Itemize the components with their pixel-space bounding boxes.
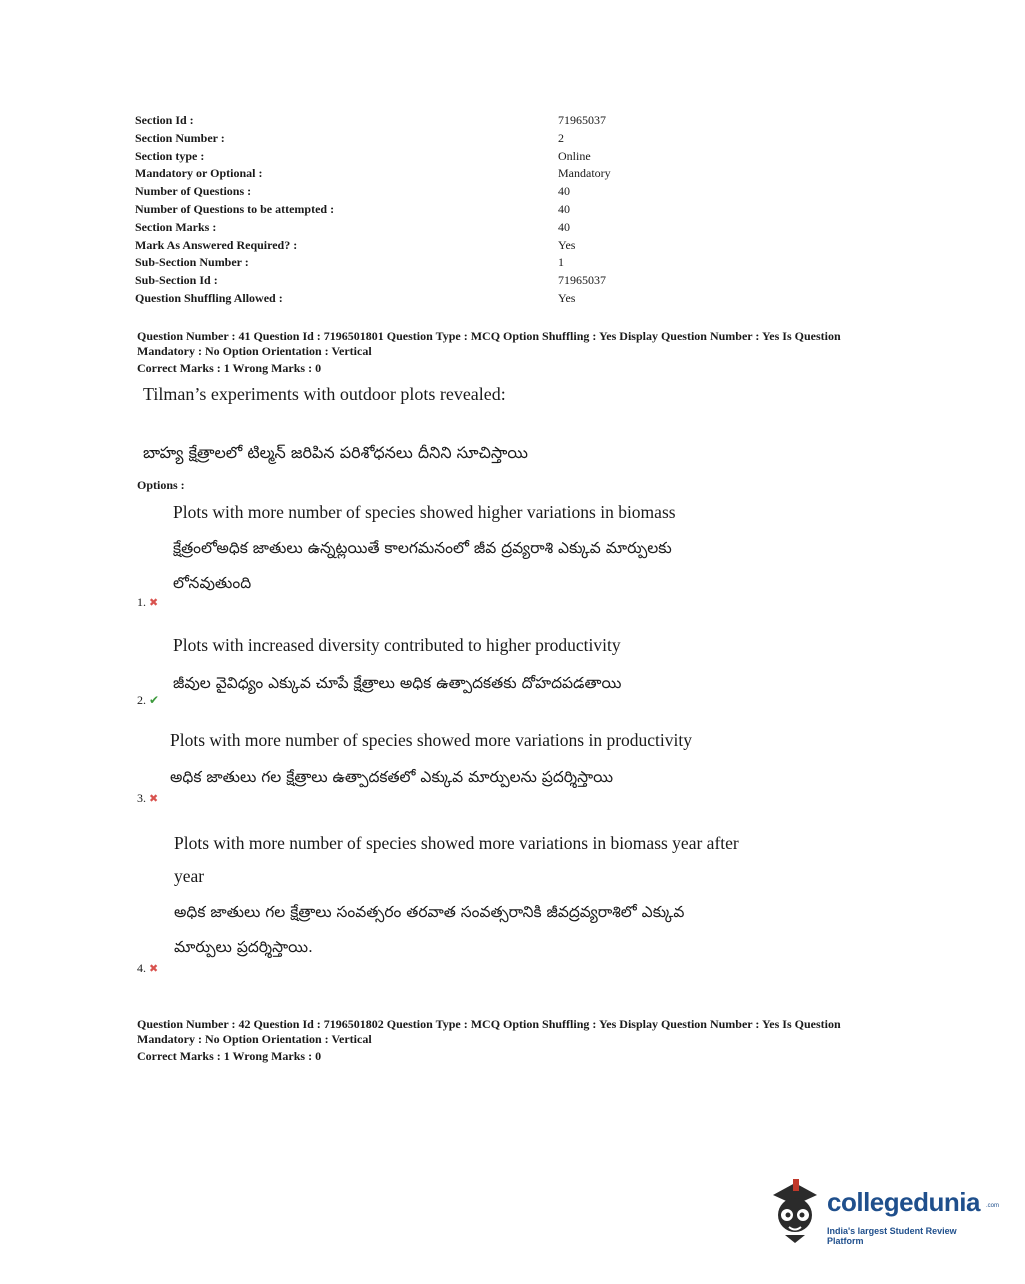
wrong-mark-icon: ✖ bbox=[149, 962, 159, 975]
collegedunia-logo bbox=[765, 1177, 1000, 1247]
meta-label: Mandatory or Optional : bbox=[135, 166, 263, 181]
question-marks: Correct Marks : 1 Wrong Marks : 0 bbox=[137, 361, 322, 375]
option-3-number bbox=[137, 791, 158, 806]
meta-row bbox=[135, 290, 735, 308]
wrong-mark-icon: ✖ bbox=[149, 792, 159, 805]
meta-label: Section Number : bbox=[135, 130, 225, 145]
option-3-text-english: Plots with more number of species showed more variations in productivity bbox=[170, 730, 692, 750]
option-1-text-telugu: క్షేత్రంలోఅధిక జాతులు ఉన్నట్లయితే కాలగమనంలో జీవ ద్రవ్యరాశి ఎక్కువ మార్పులకు bbox=[173, 539, 672, 557]
option-4-text-english-cont: year bbox=[174, 866, 205, 886]
option-4-text-english: Plots with more number of species showed more variations in biomass year after bbox=[174, 833, 739, 853]
meta-row bbox=[135, 148, 735, 166]
question-41-header bbox=[137, 329, 917, 376]
meta-value: 40 bbox=[558, 201, 570, 216]
meta-value: 40 bbox=[558, 184, 570, 199]
option-2-text-english: Plots with increased diversity contributed to higher productivity bbox=[173, 635, 621, 655]
logo-domain: .com bbox=[986, 1203, 1000, 1209]
option-2-number bbox=[137, 693, 159, 708]
meta-label: Mark As Answered Required? : bbox=[135, 237, 298, 252]
option-4-number bbox=[137, 961, 158, 976]
option-3-text-telugu: అధిక జాతులు గల క్షేత్రాలు ఉత్పాదకతలో ఎక్కువ మార్పులను ప్రదర్శిస్తాయి bbox=[170, 768, 614, 786]
check-mark-icon: ✔ bbox=[149, 693, 160, 707]
meta-row bbox=[135, 201, 735, 219]
option-4-text-telugu: అధిక జాతులు గల క్షేత్రాలు సంవత్సరం తరవాత సంవత్సరానికి జీవద్రవ్యరాశిలో ఎక్కువ bbox=[174, 903, 685, 921]
question-header-line: Question Number : 42 Question Id : 7196501802 Question Type : MCQ Option Shuffling : Yes Display Question Number : Yes Is Question bbox=[137, 1017, 841, 1031]
option-1-text-telugu-cont: లోనవుతుంది bbox=[173, 574, 252, 592]
mascot-icon bbox=[765, 1177, 825, 1247]
meta-label: Section Id : bbox=[135, 113, 194, 127]
option-2-text-telugu: జీవుల వైవిధ్యం ఎక్కువ చూపే క్షేత్రాలు అధిక ఉత్పాదకతకు దోహదపడతాయి bbox=[173, 674, 622, 692]
meta-value: 2 bbox=[558, 130, 564, 145]
meta-value: Mandatory bbox=[558, 166, 611, 181]
meta-value: 40 bbox=[558, 219, 570, 234]
meta-label: Sub-Section Number : bbox=[135, 255, 249, 270]
option-number-label: 1. bbox=[137, 595, 146, 609]
option-1-text-english: Plots with more number of species showed higher variations in biomass bbox=[173, 502, 676, 522]
meta-row bbox=[135, 165, 735, 183]
section-info-table bbox=[135, 112, 735, 308]
meta-value: 71965037 bbox=[558, 273, 606, 288]
logo-wordmark: collegedunia bbox=[827, 1187, 980, 1217]
meta-value: 1 bbox=[558, 255, 564, 270]
question-header-line: Question Number : 41 Question Id : 7196501801 Question Type : MCQ Option Shuffling : Yes Display Question Number : Yes Is Question bbox=[137, 329, 841, 343]
option-number-label: 2. bbox=[137, 693, 146, 707]
option-number-label: 4. bbox=[137, 961, 146, 975]
option-1-number bbox=[137, 595, 158, 610]
question-text-english: Tilman’s experiments with outdoor plots revealed: bbox=[143, 384, 506, 404]
question-marks: Correct Marks : 1 Wrong Marks : 0 bbox=[137, 1049, 322, 1063]
meta-row bbox=[135, 237, 735, 255]
question-header-line: Mandatory : No Option Orientation : Vertical bbox=[137, 344, 372, 358]
wrong-mark-icon: ✖ bbox=[149, 596, 159, 609]
meta-label: Number of Questions : bbox=[135, 184, 252, 199]
meta-value: Yes bbox=[558, 290, 576, 305]
meta-label: Sub-Section Id : bbox=[135, 273, 218, 288]
meta-label: Section type : bbox=[135, 148, 205, 163]
meta-row bbox=[135, 272, 735, 290]
logo-tagline: India's largest Student Review Platform bbox=[827, 1226, 957, 1246]
meta-value: Online bbox=[558, 148, 591, 163]
meta-value: Yes bbox=[558, 237, 576, 252]
meta-row bbox=[135, 183, 735, 201]
options-label: Options : bbox=[137, 478, 185, 492]
option-4-text-telugu-cont: మార్పులు ప్రదర్శిస్తాయి. bbox=[174, 938, 313, 956]
meta-value: 71965037 bbox=[558, 113, 606, 127]
meta-label: Section Marks : bbox=[135, 219, 217, 234]
question-text-telugu: బాహ్య క్షేత్రాలలో టిల్మన్ జరిపిన పరిశోధనలు దీనిని సూచిస్తాయి bbox=[143, 443, 528, 462]
meta-row bbox=[135, 219, 735, 237]
option-number-label: 3. bbox=[137, 791, 146, 805]
meta-row bbox=[135, 112, 735, 130]
meta-label: Question Shuffling Allowed : bbox=[135, 290, 283, 305]
meta-label: Number of Questions to be attempted : bbox=[135, 201, 335, 216]
meta-row bbox=[135, 254, 735, 272]
question-header-line: Mandatory : No Option Orientation : Vertical bbox=[137, 1032, 372, 1046]
meta-row bbox=[135, 130, 735, 148]
question-42-header bbox=[137, 1017, 917, 1064]
